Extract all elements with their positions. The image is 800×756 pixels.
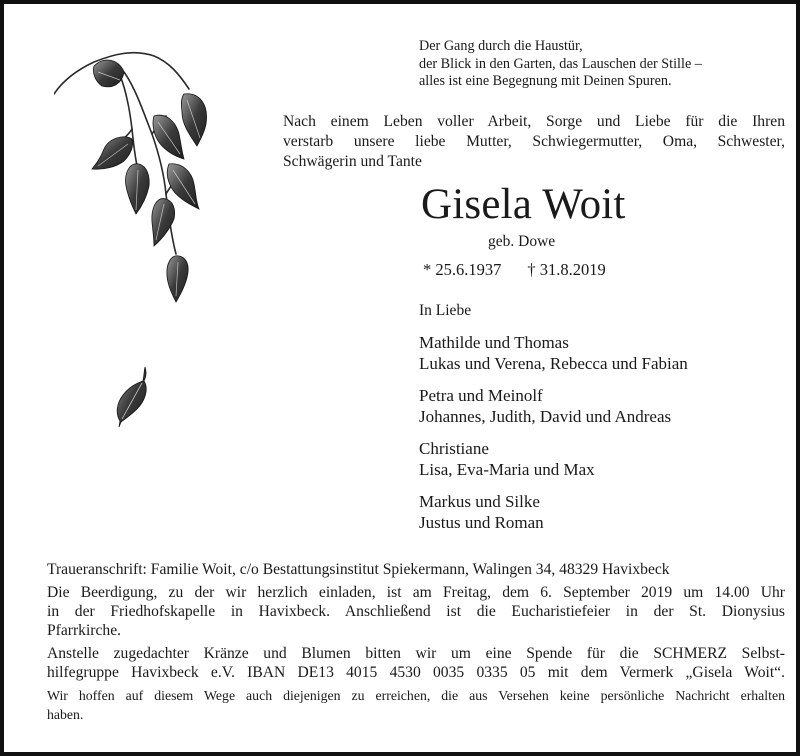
donation-line: hilfegruppe Havixbeck e.V. IBAN DE13 4015 4530 0035 0335 05 mit dem Vermerk „Gisela Woit“.	[47, 664, 785, 681]
death-date: † 31.8.2019	[527, 260, 606, 279]
family-children: Justus und Roman	[419, 513, 544, 532]
funeral-line: in der Friedhofskapelle in Havixbeck. Anschließend ist die Eucharistiefeier in der St. Dionysius	[47, 603, 785, 620]
family-children: Lukas und Verena, Rebecca und Fabian	[419, 354, 688, 373]
birth-date: * 25.6.1937	[423, 260, 502, 279]
maiden-name: geb. Dowe	[488, 233, 556, 250]
intro-text	[283, 112, 785, 172]
in-love-label: In Liebe	[419, 302, 472, 319]
poem-verse	[419, 38, 702, 91]
closing-line: haben.	[47, 707, 84, 722]
deceased-name: Gisela Woit	[421, 181, 626, 228]
family-parents: Petra und Meinolf	[419, 386, 543, 405]
falling-leaf-icon	[109, 367, 154, 427]
mourning-address	[47, 560, 785, 579]
family-parents: Mathilde und Thomas	[419, 333, 569, 352]
family-group	[419, 385, 688, 427]
donation-request	[47, 644, 785, 682]
mourners-list	[419, 332, 688, 544]
family-group	[419, 491, 688, 533]
family-group	[419, 332, 688, 374]
intro-line: verstarb unsere liebe Mutter, Schwiegermutter, Oma, Schwester,	[283, 133, 785, 150]
footer-info	[47, 560, 785, 724]
family-children: Johannes, Judith, David und Andreas	[419, 407, 672, 426]
birch-branch-leaves-icon	[54, 34, 234, 304]
intro-line: Nach einem Leben voller Arbeit, Sorge und Liebe für die Ihren	[283, 113, 785, 130]
address-line: Traueranschrift: Familie Woit, c/o Bestattungsinstitut Spiekermann, Walingen 34, 48329 Havixbeck	[47, 561, 670, 578]
funeral-details	[47, 583, 785, 640]
life-dates	[423, 260, 606, 280]
poem-line: der Blick in den Garten, das Lauschen der Stille –	[419, 55, 702, 72]
poem-line: alles ist eine Begegnung mit Deinen Spuren.	[419, 73, 672, 89]
family-parents: Markus und Silke	[419, 492, 540, 511]
family-children: Lisa, Eva-Maria und Max	[419, 460, 595, 479]
family-group	[419, 438, 688, 480]
intro-line: Schwägerin und Tante	[283, 153, 422, 170]
funeral-line: Die Beerdigung, zu der wir herzlich einladen, ist am Freitag, dem 6. September 2019 um 14.00 Uhr	[47, 584, 785, 601]
family-parents: Christiane	[419, 439, 489, 458]
poem-line: Der Gang durch die Haustür,	[419, 38, 583, 54]
funeral-line: Pfarrkirche.	[47, 622, 122, 639]
donation-line: Anstelle zugedachter Kränze und Blumen bitten wir um eine Spende für die SCHMERZ Selbst-	[47, 645, 785, 662]
closing-line: Wir hoffen auf diesem Wege auch diejenigen zu erreichen, die aus Versehen keine persönliche Nachricht erhalten	[47, 688, 785, 703]
closing-note	[47, 686, 785, 724]
